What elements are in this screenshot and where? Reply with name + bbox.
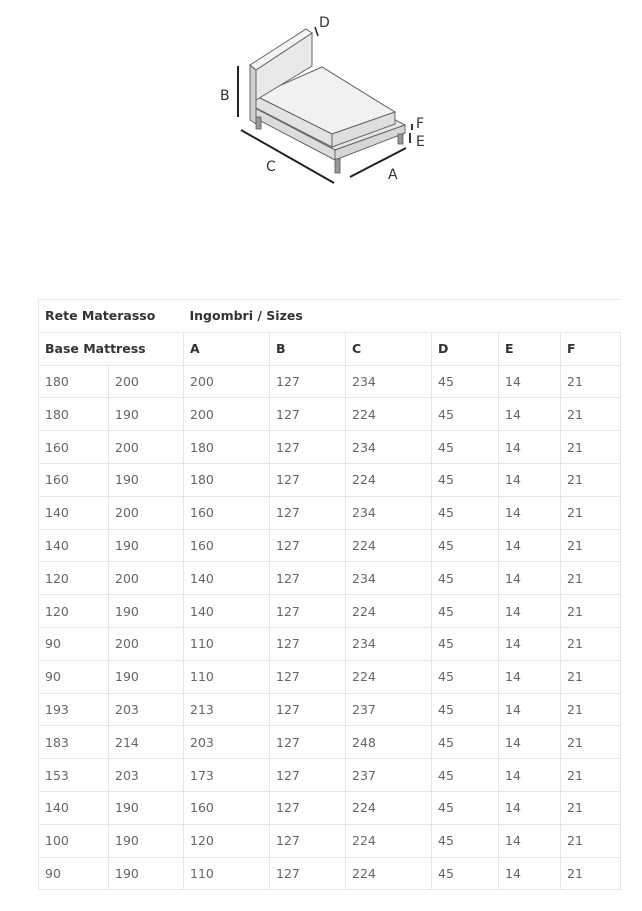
cell-base-length: 190 xyxy=(109,660,184,693)
dimension-label-b: B xyxy=(220,88,230,104)
cell-base-width: 180 xyxy=(39,398,109,431)
dimension-line-a xyxy=(350,148,406,177)
cell-f: 21 xyxy=(561,398,621,431)
cell-f: 21 xyxy=(561,693,621,726)
cell-b: 127 xyxy=(270,791,346,824)
cell-e: 14 xyxy=(499,365,561,398)
cell-base-length: 190 xyxy=(109,398,184,431)
sizes-table xyxy=(38,299,621,890)
cell-base-width: 100 xyxy=(39,824,109,857)
cell-c: 224 xyxy=(346,857,432,890)
cell-f: 21 xyxy=(561,627,621,660)
cell-b: 127 xyxy=(270,824,346,857)
table-row xyxy=(39,529,621,562)
table-row xyxy=(39,759,621,792)
table-row xyxy=(39,660,621,693)
cell-c: 234 xyxy=(346,365,432,398)
dimension-label-a: A xyxy=(388,167,398,183)
cell-b: 127 xyxy=(270,595,346,628)
cell-d: 45 xyxy=(432,365,499,398)
cell-d: 45 xyxy=(432,595,499,628)
header-base-mattress: Base Mattress xyxy=(39,332,184,365)
cell-a: 110 xyxy=(184,627,270,660)
cell-c: 234 xyxy=(346,627,432,660)
cell-e: 14 xyxy=(499,627,561,660)
cell-base-width: 140 xyxy=(39,496,109,529)
cell-b: 127 xyxy=(270,660,346,693)
cell-d: 45 xyxy=(432,463,499,496)
cell-d: 45 xyxy=(432,398,499,431)
cell-d: 45 xyxy=(432,857,499,890)
cell-a: 213 xyxy=(184,693,270,726)
header-c: C xyxy=(346,332,432,365)
cell-c: 248 xyxy=(346,726,432,759)
cell-f: 21 xyxy=(561,824,621,857)
cell-base-width: 90 xyxy=(39,627,109,660)
cell-c: 224 xyxy=(346,660,432,693)
cell-base-length: 190 xyxy=(109,857,184,890)
cell-f: 21 xyxy=(561,562,621,595)
cell-e: 14 xyxy=(499,463,561,496)
bed-leg xyxy=(256,117,261,129)
cell-d: 45 xyxy=(432,824,499,857)
cell-e: 14 xyxy=(499,660,561,693)
cell-f: 21 xyxy=(561,431,621,464)
cell-b: 127 xyxy=(270,365,346,398)
cell-d: 45 xyxy=(432,496,499,529)
cell-d: 45 xyxy=(432,726,499,759)
dimension-label-d: D xyxy=(319,15,330,31)
cell-e: 14 xyxy=(499,824,561,857)
cell-a: 140 xyxy=(184,562,270,595)
cell-c: 224 xyxy=(346,463,432,496)
cell-base-length: 203 xyxy=(109,759,184,792)
cell-base-length: 200 xyxy=(109,365,184,398)
table-body xyxy=(39,365,621,890)
cell-f: 21 xyxy=(561,463,621,496)
dimension-label-f: F xyxy=(416,116,425,132)
cell-base-length: 214 xyxy=(109,726,184,759)
cell-d: 45 xyxy=(432,693,499,726)
cell-base-length: 190 xyxy=(109,791,184,824)
cell-a: 203 xyxy=(184,726,270,759)
cell-d: 45 xyxy=(432,791,499,824)
cell-e: 14 xyxy=(499,759,561,792)
cell-e: 14 xyxy=(499,529,561,562)
cell-a: 120 xyxy=(184,824,270,857)
cell-base-length: 190 xyxy=(109,824,184,857)
cell-base-width: 160 xyxy=(39,463,109,496)
cell-a: 160 xyxy=(184,496,270,529)
cell-d: 45 xyxy=(432,529,499,562)
cell-d: 45 xyxy=(432,627,499,660)
bed-dimension-diagram xyxy=(200,5,450,195)
cell-base-length: 200 xyxy=(109,496,184,529)
header-b: B xyxy=(270,332,346,365)
cell-base-width: 140 xyxy=(39,791,109,824)
table-row xyxy=(39,595,621,628)
dimension-line-d xyxy=(315,27,318,36)
table-row xyxy=(39,857,621,890)
dimension-label-e: E xyxy=(416,134,425,150)
cell-b: 127 xyxy=(270,431,346,464)
cell-a: 200 xyxy=(184,365,270,398)
cell-base-length: 200 xyxy=(109,562,184,595)
bed-leg xyxy=(398,134,403,144)
cell-a: 160 xyxy=(184,529,270,562)
cell-b: 127 xyxy=(270,562,346,595)
table-row xyxy=(39,627,621,660)
cell-c: 237 xyxy=(346,693,432,726)
cell-e: 14 xyxy=(499,562,561,595)
cell-c: 234 xyxy=(346,431,432,464)
group-header-sizes: Ingombri / Sizes xyxy=(184,300,621,333)
cell-b: 127 xyxy=(270,857,346,890)
table-row xyxy=(39,726,621,759)
cell-e: 14 xyxy=(499,431,561,464)
table-row xyxy=(39,431,621,464)
cell-a: 200 xyxy=(184,398,270,431)
cell-f: 21 xyxy=(561,365,621,398)
cell-base-width: 120 xyxy=(39,562,109,595)
cell-e: 14 xyxy=(499,398,561,431)
cell-f: 21 xyxy=(561,759,621,792)
cell-c: 224 xyxy=(346,824,432,857)
cell-c: 234 xyxy=(346,562,432,595)
header-a: A xyxy=(184,332,270,365)
dimension-label-c: C xyxy=(266,159,276,175)
cell-c: 237 xyxy=(346,759,432,792)
cell-a: 110 xyxy=(184,857,270,890)
cell-base-width: 153 xyxy=(39,759,109,792)
cell-base-width: 90 xyxy=(39,857,109,890)
cell-d: 45 xyxy=(432,562,499,595)
cell-c: 224 xyxy=(346,791,432,824)
cell-d: 45 xyxy=(432,431,499,464)
cell-d: 45 xyxy=(432,759,499,792)
cell-base-length: 200 xyxy=(109,431,184,464)
cell-base-length: 190 xyxy=(109,463,184,496)
cell-c: 224 xyxy=(346,595,432,628)
cell-base-length: 190 xyxy=(109,529,184,562)
table-row xyxy=(39,791,621,824)
cell-e: 14 xyxy=(499,857,561,890)
sub-header-row xyxy=(39,332,621,365)
cell-a: 160 xyxy=(184,791,270,824)
cell-b: 127 xyxy=(270,463,346,496)
cell-a: 110 xyxy=(184,660,270,693)
cell-c: 224 xyxy=(346,529,432,562)
cell-f: 21 xyxy=(561,496,621,529)
table-row xyxy=(39,365,621,398)
cell-d: 45 xyxy=(432,660,499,693)
cell-e: 14 xyxy=(499,496,561,529)
cell-c: 234 xyxy=(346,496,432,529)
cell-base-width: 193 xyxy=(39,693,109,726)
cell-f: 21 xyxy=(561,857,621,890)
cell-base-width: 90 xyxy=(39,660,109,693)
cell-base-width: 183 xyxy=(39,726,109,759)
table-row xyxy=(39,496,621,529)
header-f: F xyxy=(561,332,621,365)
cell-b: 127 xyxy=(270,759,346,792)
table-row xyxy=(39,693,621,726)
cell-e: 14 xyxy=(499,595,561,628)
cell-e: 14 xyxy=(499,726,561,759)
cell-f: 21 xyxy=(561,660,621,693)
cell-b: 127 xyxy=(270,693,346,726)
table-row xyxy=(39,463,621,496)
header-e: E xyxy=(499,332,561,365)
cell-b: 127 xyxy=(270,496,346,529)
cell-base-length: 190 xyxy=(109,595,184,628)
cell-f: 21 xyxy=(561,595,621,628)
cell-a: 180 xyxy=(184,463,270,496)
cell-a: 140 xyxy=(184,595,270,628)
cell-b: 127 xyxy=(270,627,346,660)
table-row xyxy=(39,562,621,595)
headboard-front xyxy=(250,65,256,124)
cell-base-length: 200 xyxy=(109,627,184,660)
cell-a: 180 xyxy=(184,431,270,464)
cell-e: 14 xyxy=(499,693,561,726)
cell-base-width: 120 xyxy=(39,595,109,628)
table-row xyxy=(39,398,621,431)
bed-leg xyxy=(335,159,340,173)
cell-base-length: 203 xyxy=(109,693,184,726)
cell-b: 127 xyxy=(270,398,346,431)
cell-b: 127 xyxy=(270,726,346,759)
group-header-row xyxy=(39,300,621,333)
cell-f: 21 xyxy=(561,529,621,562)
cell-f: 21 xyxy=(561,791,621,824)
cell-base-width: 160 xyxy=(39,431,109,464)
cell-c: 224 xyxy=(346,398,432,431)
cell-a: 173 xyxy=(184,759,270,792)
group-header-base: Rete Materasso xyxy=(39,300,184,333)
header-d: D xyxy=(432,332,499,365)
cell-e: 14 xyxy=(499,791,561,824)
cell-b: 127 xyxy=(270,529,346,562)
table-row xyxy=(39,824,621,857)
cell-base-width: 140 xyxy=(39,529,109,562)
cell-f: 21 xyxy=(561,726,621,759)
cell-base-width: 180 xyxy=(39,365,109,398)
